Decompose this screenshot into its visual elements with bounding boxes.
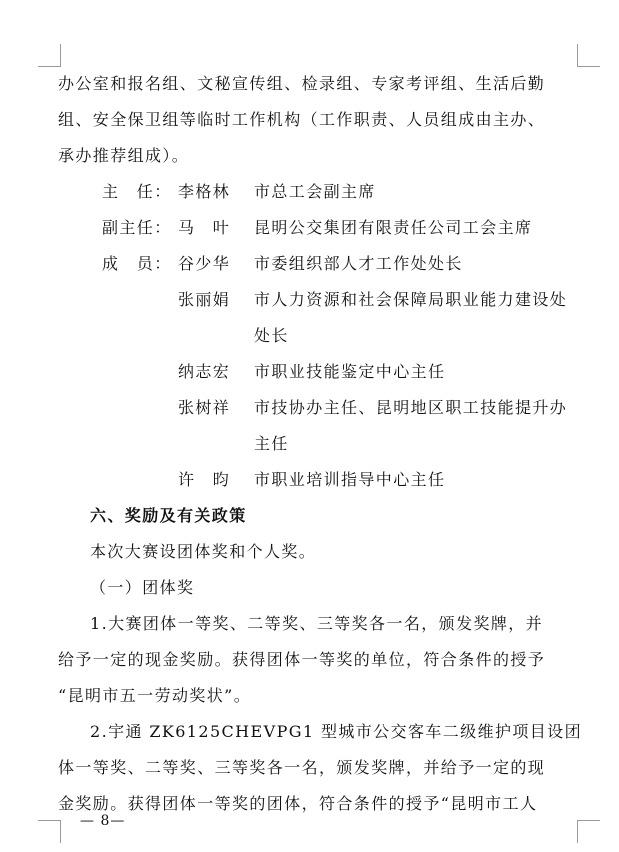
crop-mark-top-left (38, 44, 61, 67)
member-name: 张丽娟 (178, 290, 231, 309)
member-title: 昆明公交集团有限责任公司工会主席 (254, 218, 533, 237)
member-title: 市委组织部人才工作处处长 (254, 254, 463, 273)
document-page (58, 66, 580, 822)
committee-member (58, 174, 580, 210)
member-name: 许 昀 (178, 470, 231, 489)
section-intro: 本次大赛设团体奖和个人奖。 (90, 542, 317, 561)
member-title: 市总工会副主席 (254, 182, 376, 201)
committee-member (58, 354, 580, 390)
paragraph-line: 1.大赛团体一等奖、二等奖、三等奖各一名，颁发奖牌，并 (90, 614, 544, 633)
member-title: 市人力资源和社会保障局职业能力建设处处长 (254, 290, 568, 345)
member-name: 马 叶 (178, 218, 231, 237)
intro-line: 办公室和报名组、文秘宣传组、检录组、专家考评组、生活后勤 (58, 74, 546, 93)
committee-list (58, 174, 580, 498)
member-title: 市职业技能鉴定中心主任 (254, 362, 446, 381)
committee-member (58, 462, 580, 498)
member-name: 李格林 (178, 182, 231, 201)
subsection-heading: （一）团体奖 (90, 578, 195, 597)
committee-member (58, 246, 580, 282)
committee-member (58, 210, 580, 246)
member-name: 谷少华 (178, 254, 231, 273)
paragraph-line: 给予一定的现金奖励。获得团体一等奖的单位，符合条件的授予 (58, 650, 546, 669)
section-heading: 六、奖励及有关政策 (90, 506, 247, 525)
paragraph-line: 金奖励。获得团体一等奖的团体，符合条件的授予“昆明市工人 (58, 794, 538, 813)
crop-mark-bottom-left (38, 820, 61, 843)
paragraph-line: 2.宇通 ZK6125CHEVPG1 型城市公交客车二级维护项目设团 (90, 722, 582, 741)
member-name: 张树祥 (178, 398, 231, 417)
page-number: — 8— (80, 813, 126, 829)
intro-line: 组、安全保卫组等临时工作机构（工作职责、人员组成由主办、 (58, 110, 546, 129)
member-title: 市职业培训指导中心主任 (254, 470, 446, 489)
member-title: 市技协办主任、昆明地区职工技能提升办主任 (254, 398, 568, 453)
crop-mark-top-right (577, 44, 600, 67)
member-role: 副主任： (102, 218, 172, 237)
member-role: 成 员： (102, 254, 172, 273)
member-role: 主 任： (102, 182, 172, 201)
paragraph-line: 体一等奖、二等奖、三等奖各一名，颁发奖牌，并给予一定的现 (58, 758, 546, 777)
paragraph-line: “昆明市五一劳动奖状”。 (58, 686, 252, 705)
intro-line: 承办推荐组成）。 (58, 146, 190, 165)
crop-mark-bottom-right (577, 820, 600, 843)
committee-member (58, 282, 580, 354)
committee-member (58, 390, 580, 462)
member-name: 纳志宏 (178, 362, 231, 381)
